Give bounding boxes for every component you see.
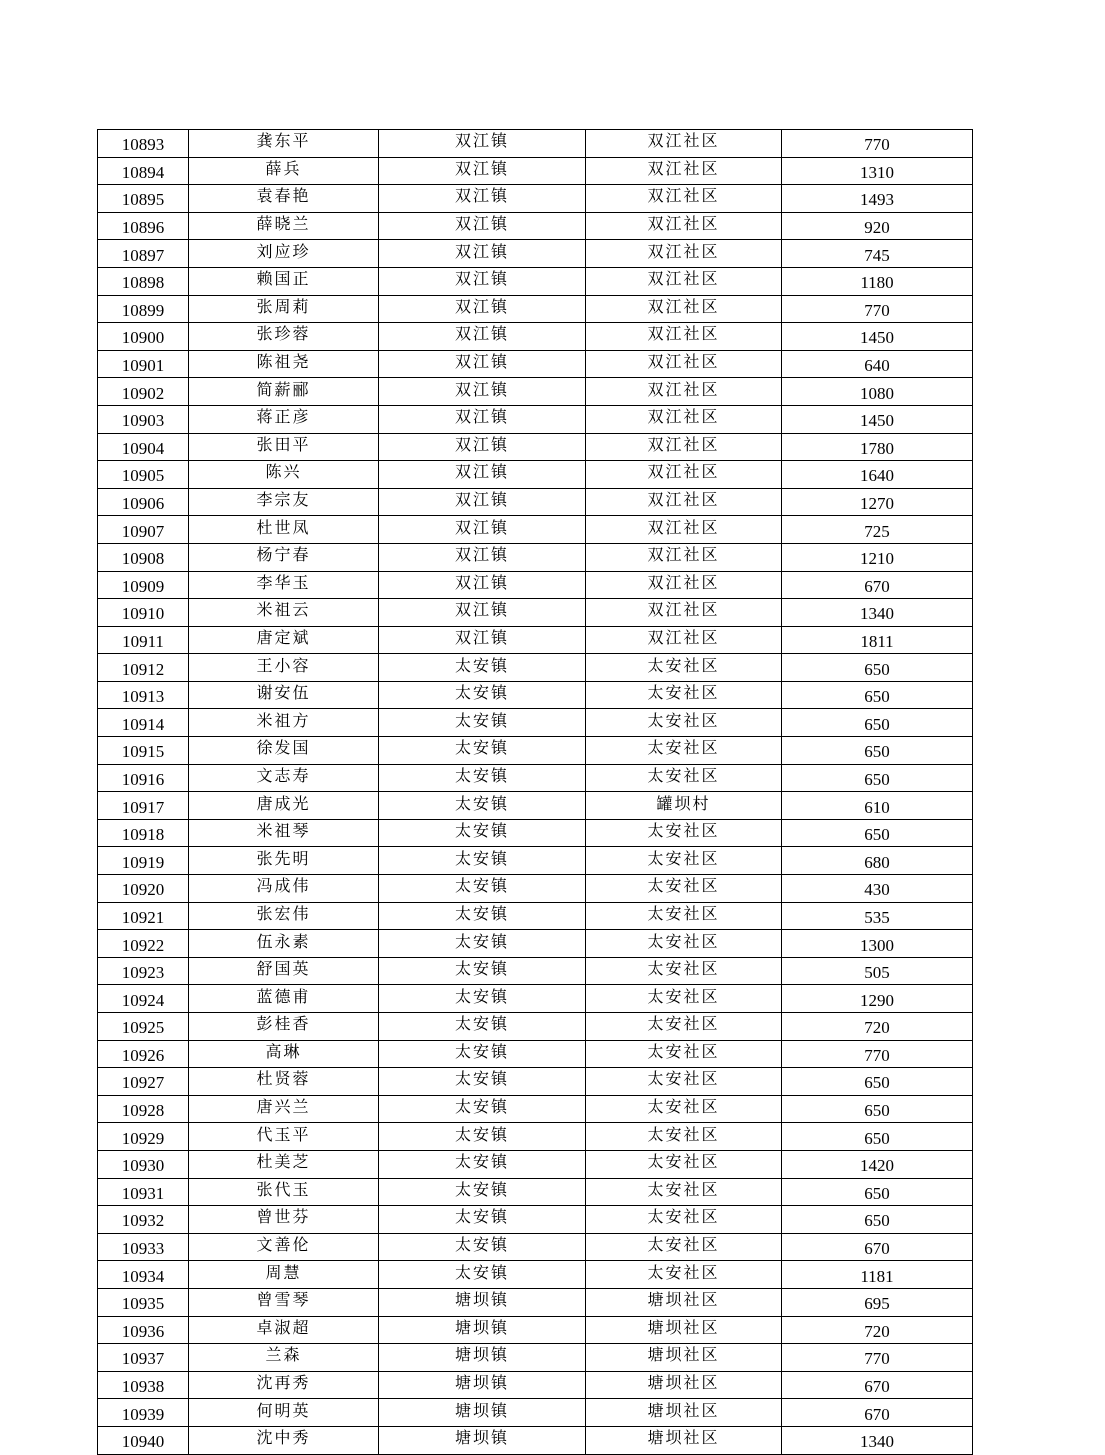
amount-cell: 1811	[782, 626, 973, 654]
town-cell: 太安镇	[379, 1206, 586, 1234]
id-cell: 10903	[98, 405, 189, 433]
name-cell: 杜贤蓉	[189, 1068, 379, 1096]
table-row	[98, 488, 973, 516]
table-row	[98, 130, 973, 158]
id-cell: 10909	[98, 571, 189, 599]
town-cell: 太安镇	[379, 957, 586, 985]
community-cell: 双江社区	[586, 571, 782, 599]
community-cell: 太安社区	[586, 1123, 782, 1151]
name-cell: 薛晓兰	[189, 212, 379, 240]
amount-cell: 1300	[782, 930, 973, 958]
amount-cell: 650	[782, 1178, 973, 1206]
town-cell: 塘坝镇	[379, 1399, 586, 1427]
table-row	[98, 1371, 973, 1399]
community-cell: 太安社区	[586, 1150, 782, 1178]
community-cell: 太安社区	[586, 1013, 782, 1041]
town-cell: 双江镇	[379, 543, 586, 571]
id-cell: 10939	[98, 1399, 189, 1427]
town-cell: 塘坝镇	[379, 1316, 586, 1344]
id-cell: 10918	[98, 819, 189, 847]
id-cell: 10905	[98, 461, 189, 489]
community-cell: 罐坝村	[586, 792, 782, 820]
id-cell: 10898	[98, 267, 189, 295]
amount-cell: 650	[782, 709, 973, 737]
amount-cell: 610	[782, 792, 973, 820]
community-cell: 太安社区	[586, 1095, 782, 1123]
community-cell: 太安社区	[586, 764, 782, 792]
community-cell: 双江社区	[586, 405, 782, 433]
table-row	[98, 709, 973, 737]
table-row	[98, 1233, 973, 1261]
name-cell: 杜世凤	[189, 516, 379, 544]
name-cell: 沈再秀	[189, 1371, 379, 1399]
table-row	[98, 433, 973, 461]
amount-cell: 670	[782, 1371, 973, 1399]
amount-cell: 1290	[782, 985, 973, 1013]
community-cell: 太安社区	[586, 1040, 782, 1068]
town-cell: 双江镇	[379, 626, 586, 654]
id-cell: 10899	[98, 295, 189, 323]
town-cell: 双江镇	[379, 461, 586, 489]
name-cell: 沈中秀	[189, 1426, 379, 1454]
amount-cell: 695	[782, 1288, 973, 1316]
community-cell: 太安社区	[586, 681, 782, 709]
amount-cell: 745	[782, 240, 973, 268]
name-cell: 杨宁春	[189, 543, 379, 571]
name-cell: 彭桂香	[189, 1013, 379, 1041]
amount-cell: 650	[782, 681, 973, 709]
name-cell: 蓝德甫	[189, 985, 379, 1013]
amount-cell: 1780	[782, 433, 973, 461]
town-cell: 太安镇	[379, 654, 586, 682]
id-cell: 10934	[98, 1261, 189, 1289]
community-cell: 双江社区	[586, 267, 782, 295]
name-cell: 张宏伟	[189, 902, 379, 930]
town-cell: 双江镇	[379, 323, 586, 351]
town-cell: 太安镇	[379, 1068, 586, 1096]
id-cell: 10900	[98, 323, 189, 351]
name-cell: 陈兴	[189, 461, 379, 489]
amount-cell: 670	[782, 1233, 973, 1261]
name-cell: 唐成光	[189, 792, 379, 820]
community-cell: 太安社区	[586, 654, 782, 682]
town-cell: 太安镇	[379, 709, 586, 737]
id-cell: 10913	[98, 681, 189, 709]
community-cell: 太安社区	[586, 875, 782, 903]
amount-cell: 1180	[782, 267, 973, 295]
name-cell: 何明英	[189, 1399, 379, 1427]
town-cell: 太安镇	[379, 875, 586, 903]
amount-cell: 650	[782, 737, 973, 765]
id-cell: 10897	[98, 240, 189, 268]
id-cell: 10935	[98, 1288, 189, 1316]
data-table	[97, 129, 973, 1455]
town-cell: 双江镇	[379, 267, 586, 295]
table-row	[98, 1150, 973, 1178]
community-cell: 双江社区	[586, 185, 782, 213]
amount-cell: 1270	[782, 488, 973, 516]
town-cell: 太安镇	[379, 737, 586, 765]
community-cell: 塘坝社区	[586, 1344, 782, 1372]
name-cell: 李宗友	[189, 488, 379, 516]
name-cell: 张周莉	[189, 295, 379, 323]
name-cell: 周慧	[189, 1261, 379, 1289]
name-cell: 冯成伟	[189, 875, 379, 903]
id-cell: 10936	[98, 1316, 189, 1344]
id-cell: 10919	[98, 847, 189, 875]
town-cell: 双江镇	[379, 240, 586, 268]
id-cell: 10902	[98, 378, 189, 406]
table-row	[98, 654, 973, 682]
id-cell: 10895	[98, 185, 189, 213]
table-row	[98, 267, 973, 295]
name-cell: 杜美芝	[189, 1150, 379, 1178]
amount-cell: 1340	[782, 599, 973, 627]
town-cell: 塘坝镇	[379, 1371, 586, 1399]
id-cell: 10930	[98, 1150, 189, 1178]
community-cell: 双江社区	[586, 240, 782, 268]
table-row	[98, 1206, 973, 1234]
town-cell: 双江镇	[379, 212, 586, 240]
town-cell: 双江镇	[379, 185, 586, 213]
community-cell: 塘坝社区	[586, 1371, 782, 1399]
name-cell: 唐定斌	[189, 626, 379, 654]
name-cell: 张先明	[189, 847, 379, 875]
amount-cell: 650	[782, 764, 973, 792]
name-cell: 薛兵	[189, 157, 379, 185]
amount-cell: 1640	[782, 461, 973, 489]
table-row	[98, 405, 973, 433]
name-cell: 陈祖尧	[189, 350, 379, 378]
name-cell: 简薪郦	[189, 378, 379, 406]
name-cell: 李华玉	[189, 571, 379, 599]
community-cell: 双江社区	[586, 433, 782, 461]
table-row	[98, 792, 973, 820]
id-cell: 10910	[98, 599, 189, 627]
community-cell: 双江社区	[586, 323, 782, 351]
amount-cell: 650	[782, 1095, 973, 1123]
town-cell: 双江镇	[379, 378, 586, 406]
name-cell: 文志寿	[189, 764, 379, 792]
id-cell: 10896	[98, 212, 189, 240]
table-row	[98, 212, 973, 240]
id-cell: 10924	[98, 985, 189, 1013]
amount-cell: 920	[782, 212, 973, 240]
name-cell: 张代玉	[189, 1178, 379, 1206]
town-cell: 双江镇	[379, 488, 586, 516]
amount-cell: 535	[782, 902, 973, 930]
amount-cell: 640	[782, 350, 973, 378]
amount-cell: 725	[782, 516, 973, 544]
name-cell: 文善伦	[189, 1233, 379, 1261]
town-cell: 塘坝镇	[379, 1344, 586, 1372]
table-row	[98, 626, 973, 654]
amount-cell: 505	[782, 957, 973, 985]
table-row	[98, 1040, 973, 1068]
town-cell: 塘坝镇	[379, 1288, 586, 1316]
table-row	[98, 875, 973, 903]
amount-cell: 650	[782, 1206, 973, 1234]
community-cell: 双江社区	[586, 488, 782, 516]
town-cell: 太安镇	[379, 930, 586, 958]
community-cell: 双江社区	[586, 626, 782, 654]
community-cell: 双江社区	[586, 295, 782, 323]
town-cell: 太安镇	[379, 1040, 586, 1068]
community-cell: 太安社区	[586, 847, 782, 875]
table-row	[98, 1261, 973, 1289]
community-cell: 双江社区	[586, 157, 782, 185]
amount-cell: 670	[782, 571, 973, 599]
town-cell: 双江镇	[379, 350, 586, 378]
table-row	[98, 1399, 973, 1427]
town-cell: 双江镇	[379, 599, 586, 627]
id-cell: 10904	[98, 433, 189, 461]
amount-cell: 670	[782, 1399, 973, 1427]
amount-cell: 770	[782, 295, 973, 323]
community-cell: 塘坝社区	[586, 1316, 782, 1344]
table-row	[98, 461, 973, 489]
town-cell: 太安镇	[379, 1095, 586, 1123]
name-cell: 米祖方	[189, 709, 379, 737]
amount-cell: 1310	[782, 157, 973, 185]
id-cell: 10929	[98, 1123, 189, 1151]
amount-cell: 1181	[782, 1261, 973, 1289]
table-row	[98, 516, 973, 544]
community-cell: 太安社区	[586, 1068, 782, 1096]
id-cell: 10893	[98, 130, 189, 158]
name-cell: 张田平	[189, 433, 379, 461]
id-cell: 10920	[98, 875, 189, 903]
community-cell: 塘坝社区	[586, 1426, 782, 1454]
table-row	[98, 1013, 973, 1041]
name-cell: 伍永素	[189, 930, 379, 958]
id-cell: 10937	[98, 1344, 189, 1372]
amount-cell: 720	[782, 1013, 973, 1041]
table-row	[98, 930, 973, 958]
community-cell: 太安社区	[586, 902, 782, 930]
community-cell: 塘坝社区	[586, 1288, 782, 1316]
name-cell: 龚东平	[189, 130, 379, 158]
id-cell: 10917	[98, 792, 189, 820]
town-cell: 双江镇	[379, 405, 586, 433]
community-cell: 双江社区	[586, 378, 782, 406]
town-cell: 太安镇	[379, 792, 586, 820]
table-row	[98, 985, 973, 1013]
id-cell: 10921	[98, 902, 189, 930]
id-cell: 10906	[98, 488, 189, 516]
community-cell: 双江社区	[586, 599, 782, 627]
amount-cell: 680	[782, 847, 973, 875]
id-cell: 10927	[98, 1068, 189, 1096]
community-cell: 双江社区	[586, 461, 782, 489]
town-cell: 太安镇	[379, 681, 586, 709]
town-cell: 太安镇	[379, 902, 586, 930]
name-cell: 赖国正	[189, 267, 379, 295]
community-cell: 太安社区	[586, 1233, 782, 1261]
name-cell: 曾雪琴	[189, 1288, 379, 1316]
table-row	[98, 571, 973, 599]
table-row	[98, 599, 973, 627]
amount-cell: 650	[782, 819, 973, 847]
id-cell: 10901	[98, 350, 189, 378]
table-row	[98, 1288, 973, 1316]
amount-cell: 1340	[782, 1426, 973, 1454]
name-cell: 谢安伍	[189, 681, 379, 709]
town-cell: 太安镇	[379, 764, 586, 792]
amount-cell: 1080	[782, 378, 973, 406]
name-cell: 米祖琴	[189, 819, 379, 847]
town-cell: 双江镇	[379, 295, 586, 323]
table-row	[98, 1123, 973, 1151]
community-cell: 太安社区	[586, 957, 782, 985]
table-row	[98, 737, 973, 765]
id-cell: 10912	[98, 654, 189, 682]
town-cell: 太安镇	[379, 1013, 586, 1041]
table-row	[98, 543, 973, 571]
name-cell: 蒋正彦	[189, 405, 379, 433]
table-body	[98, 130, 973, 1455]
id-cell: 10908	[98, 543, 189, 571]
id-cell: 10915	[98, 737, 189, 765]
town-cell: 太安镇	[379, 985, 586, 1013]
community-cell: 太安社区	[586, 709, 782, 737]
table-row	[98, 847, 973, 875]
amount-cell: 770	[782, 1344, 973, 1372]
community-cell: 太安社区	[586, 1261, 782, 1289]
name-cell: 卓淑超	[189, 1316, 379, 1344]
amount-cell: 650	[782, 654, 973, 682]
amount-cell: 1210	[782, 543, 973, 571]
amount-cell: 1493	[782, 185, 973, 213]
table-row	[98, 378, 973, 406]
name-cell: 米祖云	[189, 599, 379, 627]
name-cell: 王小容	[189, 654, 379, 682]
town-cell: 太安镇	[379, 1150, 586, 1178]
table-row	[98, 681, 973, 709]
town-cell: 太安镇	[379, 1233, 586, 1261]
name-cell: 代玉平	[189, 1123, 379, 1151]
table-row	[98, 1344, 973, 1372]
amount-cell: 1450	[782, 323, 973, 351]
town-cell: 太安镇	[379, 1123, 586, 1151]
amount-cell: 770	[782, 130, 973, 158]
id-cell: 10928	[98, 1095, 189, 1123]
town-cell: 太安镇	[379, 1261, 586, 1289]
id-cell: 10916	[98, 764, 189, 792]
amount-cell: 650	[782, 1068, 973, 1096]
table-row	[98, 957, 973, 985]
community-cell: 太安社区	[586, 1206, 782, 1234]
name-cell: 袁春艳	[189, 185, 379, 213]
name-cell: 刘应珍	[189, 240, 379, 268]
amount-cell: 1450	[782, 405, 973, 433]
community-cell: 太安社区	[586, 819, 782, 847]
table-row	[98, 185, 973, 213]
name-cell: 兰森	[189, 1344, 379, 1372]
town-cell: 双江镇	[379, 157, 586, 185]
community-cell: 太安社区	[586, 985, 782, 1013]
table-row	[98, 350, 973, 378]
table-row	[98, 295, 973, 323]
amount-cell: 1420	[782, 1150, 973, 1178]
name-cell: 曾世芬	[189, 1206, 379, 1234]
community-cell: 双江社区	[586, 212, 782, 240]
id-cell: 10926	[98, 1040, 189, 1068]
town-cell: 太安镇	[379, 847, 586, 875]
table-row	[98, 1426, 973, 1454]
table-row	[98, 819, 973, 847]
town-cell: 太安镇	[379, 819, 586, 847]
table-row	[98, 1178, 973, 1206]
town-cell: 双江镇	[379, 433, 586, 461]
table-row	[98, 764, 973, 792]
table-row	[98, 1095, 973, 1123]
id-cell: 10922	[98, 930, 189, 958]
town-cell: 双江镇	[379, 130, 586, 158]
name-cell: 张珍蓉	[189, 323, 379, 351]
amount-cell: 650	[782, 1123, 973, 1151]
table-row	[98, 157, 973, 185]
name-cell: 高琳	[189, 1040, 379, 1068]
name-cell: 唐兴兰	[189, 1095, 379, 1123]
id-cell: 10938	[98, 1371, 189, 1399]
name-cell: 徐发国	[189, 737, 379, 765]
table-row	[98, 902, 973, 930]
community-cell: 双江社区	[586, 350, 782, 378]
community-cell: 双江社区	[586, 516, 782, 544]
id-cell: 10933	[98, 1233, 189, 1261]
community-cell: 太安社区	[586, 930, 782, 958]
town-cell: 双江镇	[379, 516, 586, 544]
community-cell: 塘坝社区	[586, 1399, 782, 1427]
amount-cell: 770	[782, 1040, 973, 1068]
community-cell: 双江社区	[586, 543, 782, 571]
town-cell: 塘坝镇	[379, 1426, 586, 1454]
id-cell: 10911	[98, 626, 189, 654]
amount-cell: 720	[782, 1316, 973, 1344]
id-cell: 10940	[98, 1426, 189, 1454]
community-cell: 太安社区	[586, 1178, 782, 1206]
id-cell: 10932	[98, 1206, 189, 1234]
table-row	[98, 240, 973, 268]
id-cell: 10907	[98, 516, 189, 544]
table-row	[98, 1068, 973, 1096]
amount-cell: 430	[782, 875, 973, 903]
table-row	[98, 323, 973, 351]
id-cell: 10925	[98, 1013, 189, 1041]
town-cell: 太安镇	[379, 1178, 586, 1206]
community-cell: 双江社区	[586, 130, 782, 158]
town-cell: 双江镇	[379, 571, 586, 599]
id-cell: 10923	[98, 957, 189, 985]
id-cell: 10914	[98, 709, 189, 737]
id-cell: 10894	[98, 157, 189, 185]
community-cell: 太安社区	[586, 737, 782, 765]
table-row	[98, 1316, 973, 1344]
name-cell: 舒国英	[189, 957, 379, 985]
id-cell: 10931	[98, 1178, 189, 1206]
